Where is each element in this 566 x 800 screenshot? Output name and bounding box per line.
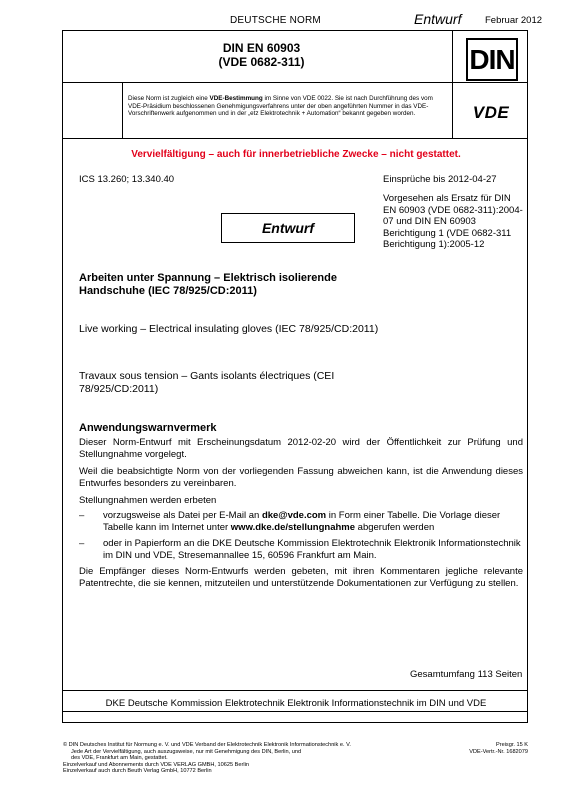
vde-logo: VDE [472,103,510,122]
entwurf-box [221,213,355,243]
footer-line: © DIN Deutsches Institut für Normung e. V. und VDE Verband der Elektrotechnik Elektronik Informationstechnik e. V. [63,742,351,748]
vde-order-number: VDE-Vertr.-Nr. 1682079 [469,748,528,755]
standard-number [63,41,460,69]
din-logo [466,38,518,81]
footer-line: Jede Art der Vervielfältigung, auch auszugsweise, nur mit Genehmigung des DIN, Berlin, und [71,748,302,755]
notice-prefix: Diese Norm ist zugleich eine [128,95,210,102]
divider [62,711,528,712]
footer-line: des VDE, Frankfurt am Main, gestattet. [71,755,168,762]
list-item [79,510,523,534]
footer-line: Einzelverkauf und Abonnements durch VDE VERLAG GMBH, 10625 Berlin [63,761,249,768]
header-norm-label: DEUTSCHE NORM [230,15,321,26]
email-link[interactable]: dke@vde.com [261,510,327,521]
list-item-text [103,510,523,533]
paragraph: Die Empfänger dieses Norm-Entwurfs werden gebeten, mit ihren Kommentaren jegliche relevante Patentrechte, die sie kennen, mitzuteilen und unterstützende Dokumentationen zur Verfügung zu stellen. [79,566,523,589]
ics-code: ICS 13.260; 13.340.40 [79,174,175,185]
vde-notice [128,95,448,118]
url-link[interactable]: www.dke.de/stellungnahme [230,521,356,533]
title-german: Arbeiten unter Spannung – Elektrisch isolierende Handschuhe (IEC 78/925/CD:2011) [79,272,337,297]
list-item-text: oder in Papierform an die DKE Deutsche Kommission Elektrotechnik Elektronik Informationstechnik im DIN und VDE, Stresemannallee 15, 60596 Frankfurt am Main. [103,538,521,561]
entwurf-box-label: Entwurf [261,220,315,236]
footer-line: Einzelverkauf auch durch Beuth Verlag GmbH, 10772 Berlin [63,768,212,775]
text-segment: abgerufen werden [355,521,435,533]
application-warning-heading: Anwendungswarnvermerk [79,422,217,434]
header-date: Februar 2012 [485,15,543,26]
din-number: DIN EN 60903 [222,41,301,55]
title-french: Travaux sous tension – Gants isolants électriques (CEI 78/925/CD:2011) [79,370,335,395]
divider [62,82,528,83]
footer-price [440,742,528,755]
din-logo-text: DIN [469,43,515,75]
text-segment: vorzugsweise als Datei per E-Mail an [103,510,262,521]
header-entwurf: Entwurf [414,11,462,27]
text-segment: in Form einer Tabelle. Die Vorlage dieser Tabelle kann im Internet unter [103,510,501,533]
dke-line: DKE Deutsche Kommission Elektrotechnik Elektronik Informationstechnik im DIN und VDE [105,698,487,709]
total-pages: Gesamtumfang 113 Seiten [410,669,523,680]
price-group: Preisgr. 15 K [495,742,528,748]
list-dash: – [79,510,85,521]
objection-deadline: Einsprüche bis 2012-04-27 [383,174,497,185]
replacement-note: Vorgesehen als Ersatz für DIN EN 60903 (VDE 0682-311):2004-07 und DIN EN 60903 Berichtigung 1 (VDE 0682-311 Berichtigung 1):2005-12 [383,193,523,250]
divider [62,138,528,139]
notice-bold: VDE-Bestimmung [209,95,263,102]
notice-suffix: im Sinne von VDE 0022. Sie ist nach Durchführung des vom VDE-Präsidium beschlossenen Genehmigungsverfahrens unter der oben angeführten Nummer in das VDE-Vorschriftenwerk aufgenommen und in der „etz Elektrotechnik + Automation“ bekannt gegeben worden. [128,95,433,118]
paragraph: Weil die beabsichtigte Norm von der vorliegenden Fassung abweichen kann, ist die Anwendung dieses Entwurfes besonders zu vereinbaren. [79,466,523,489]
list-dash: – [79,538,85,549]
divider [122,82,123,138]
paragraph: Dieser Norm-Entwurf mit Erscheinungsdatum 2012-02-20 wird der Öffentlichkeit zur Prüfung und Stellungnahme vorgelegt. [79,437,523,460]
divider [62,690,528,691]
title-english: Live working – Electrical insulating gloves (IEC 78/925/CD:2011) [79,323,379,335]
vde-number: (VDE 0682-311) [218,55,305,69]
paragraph: Stellungnahmen werden erbeten [79,495,217,506]
footer-copyright [63,742,403,775]
copy-warning: Vervielfältigung – auch für innerbetriebliche Zwecke – nicht gestattet. [131,149,461,160]
list-item [79,538,523,562]
